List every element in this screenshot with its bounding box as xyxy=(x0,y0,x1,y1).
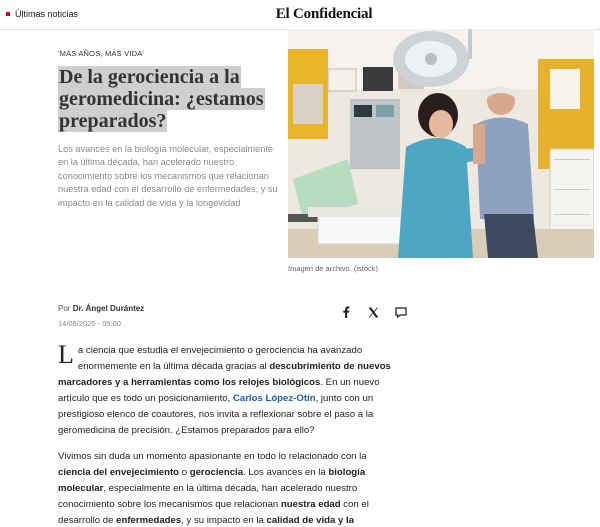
comment-button[interactable] xyxy=(392,303,410,321)
x-share-button[interactable] xyxy=(364,303,382,321)
byline-prefix: Por xyxy=(58,304,71,313)
comment-icon xyxy=(395,307,407,318)
article-hero-image xyxy=(288,29,594,258)
article-kicker: 'MÁS AÑOS, MÁS VIDA' xyxy=(58,49,145,58)
article-headline: De la gerociencia a la geromedicina: ¿estamos preparados? xyxy=(59,66,264,132)
image-caption: Imagen de archivo. (istock) xyxy=(288,264,379,273)
facebook-icon xyxy=(341,306,351,318)
author-link[interactable]: Dr. Ángel Durántez xyxy=(72,304,145,313)
author-mention-link[interactable]: Carlos López-Otín xyxy=(232,393,316,404)
article-paragraph-1: La ciencia que estudia el envejecimiento o gerociencia ha avanzado enormemente en la última década gracias al descubrimiento de nuevos marcadores y a herramientas como los relojes biológicos. En un nuevo artículo que es todo un posicionamiento, Carlos López-Otín, junto con un prestigioso elenco de coautores, nos invita a reflexionar sobre el paso a la geromedicina de precisión. ¿Estamos preparados para ello? xyxy=(58,340,391,436)
x-icon xyxy=(368,307,379,318)
publish-date: 14/06/2025 - 05:00 xyxy=(58,319,121,328)
site-logo[interactable]: El Confidencial xyxy=(275,6,373,22)
top-bar xyxy=(0,0,600,30)
dropcap: L xyxy=(58,340,74,369)
article-paragraph-2: Vivimos sin duda un momento apasionante en todo lo relacionado con la ciencia del envejecimiento o gerociencia. Los avances en la biología molecular, especialmente en la última década, han acelerado nuestro conocimiento sobre los mecanismos que relacionan nuestra edad con el desarrollo de enfermedades, y su impacto en la calidad de vida y la xyxy=(58,451,369,526)
article-body xyxy=(58,340,400,527)
facebook-share-button[interactable] xyxy=(337,303,355,321)
byline xyxy=(58,304,144,313)
clinic-scene-illustration xyxy=(288,29,594,258)
article-summary: Los avances en la biología molecular, especialmente en la última década, han acelerado nuestro conocimiento sobre los mecanismos que relacionan nuestra edad con el desarrollo de enfermedades, y su impacto en la calidad de vida y la longevidad xyxy=(58,144,278,208)
latest-news-label: Últimas noticias xyxy=(15,9,79,19)
